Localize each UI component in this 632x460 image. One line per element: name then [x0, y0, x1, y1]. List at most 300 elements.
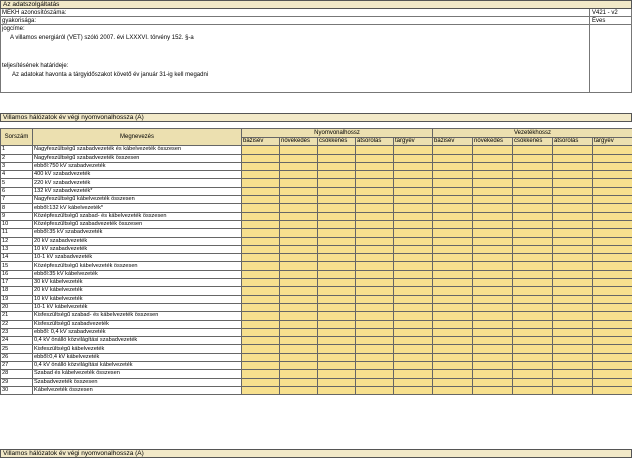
- input-cell[interactable]: [356, 204, 394, 212]
- input-cell[interactable]: [593, 154, 632, 162]
- input-cell[interactable]: [280, 320, 318, 328]
- input-cell[interactable]: [553, 162, 593, 170]
- input-cell[interactable]: [280, 146, 318, 154]
- input-cell[interactable]: [473, 237, 513, 245]
- input-cell[interactable]: [553, 353, 593, 361]
- input-cell[interactable]: [473, 279, 513, 287]
- input-cell[interactable]: [280, 295, 318, 303]
- input-cell[interactable]: [356, 237, 394, 245]
- input-cell[interactable]: [513, 154, 553, 162]
- input-cell[interactable]: [553, 337, 593, 345]
- input-cell[interactable]: [242, 386, 280, 394]
- input-cell[interactable]: [356, 287, 394, 295]
- input-cell[interactable]: [242, 312, 280, 320]
- input-cell[interactable]: [473, 187, 513, 195]
- input-cell[interactable]: [242, 370, 280, 378]
- input-cell[interactable]: [553, 303, 593, 311]
- input-cell[interactable]: [356, 212, 394, 220]
- input-cell[interactable]: [433, 220, 473, 228]
- input-cell[interactable]: [433, 254, 473, 262]
- input-cell[interactable]: [242, 196, 280, 204]
- input-cell[interactable]: [318, 212, 356, 220]
- input-cell[interactable]: [553, 378, 593, 386]
- input-cell[interactable]: [513, 386, 553, 394]
- input-cell[interactable]: [242, 146, 280, 154]
- input-cell[interactable]: [473, 245, 513, 253]
- input-cell[interactable]: [473, 320, 513, 328]
- input-cell[interactable]: [593, 362, 632, 370]
- input-cell[interactable]: [394, 245, 433, 253]
- input-cell[interactable]: [473, 220, 513, 228]
- input-cell[interactable]: [318, 196, 356, 204]
- input-cell[interactable]: [280, 254, 318, 262]
- input-cell[interactable]: [318, 370, 356, 378]
- input-cell[interactable]: [473, 229, 513, 237]
- input-cell[interactable]: [318, 204, 356, 212]
- input-cell[interactable]: [433, 303, 473, 311]
- input-cell[interactable]: [318, 337, 356, 345]
- input-cell[interactable]: [242, 245, 280, 253]
- input-cell[interactable]: [513, 204, 553, 212]
- input-cell[interactable]: [280, 270, 318, 278]
- input-cell[interactable]: [280, 245, 318, 253]
- input-cell[interactable]: [593, 262, 632, 270]
- input-cell[interactable]: [593, 229, 632, 237]
- input-cell[interactable]: [473, 146, 513, 154]
- input-cell[interactable]: [553, 154, 593, 162]
- input-cell[interactable]: [593, 386, 632, 394]
- input-cell[interactable]: [513, 345, 553, 353]
- input-cell[interactable]: [356, 254, 394, 262]
- input-cell[interactable]: [318, 179, 356, 187]
- input-cell[interactable]: [593, 270, 632, 278]
- input-cell[interactable]: [242, 279, 280, 287]
- input-cell[interactable]: [318, 378, 356, 386]
- input-cell[interactable]: [553, 254, 593, 262]
- input-cell[interactable]: [394, 204, 433, 212]
- input-cell[interactable]: [433, 262, 473, 270]
- input-cell[interactable]: [433, 162, 473, 170]
- input-cell[interactable]: [553, 386, 593, 394]
- input-cell[interactable]: [242, 320, 280, 328]
- input-cell[interactable]: [242, 345, 280, 353]
- input-cell[interactable]: [394, 279, 433, 287]
- input-cell[interactable]: [513, 262, 553, 270]
- input-cell[interactable]: [394, 320, 433, 328]
- input-cell[interactable]: [593, 245, 632, 253]
- input-cell[interactable]: [473, 312, 513, 320]
- input-cell[interactable]: [318, 328, 356, 336]
- input-cell[interactable]: [242, 204, 280, 212]
- input-cell[interactable]: [553, 237, 593, 245]
- input-cell[interactable]: [318, 312, 356, 320]
- input-cell[interactable]: [433, 229, 473, 237]
- input-cell[interactable]: [593, 337, 632, 345]
- input-cell[interactable]: [280, 312, 318, 320]
- input-cell[interactable]: [318, 279, 356, 287]
- input-cell[interactable]: [318, 345, 356, 353]
- input-cell[interactable]: [280, 171, 318, 179]
- input-cell[interactable]: [513, 220, 553, 228]
- input-cell[interactable]: [318, 287, 356, 295]
- input-cell[interactable]: [280, 154, 318, 162]
- input-cell[interactable]: [356, 196, 394, 204]
- input-cell[interactable]: [433, 295, 473, 303]
- input-cell[interactable]: [394, 254, 433, 262]
- input-cell[interactable]: [433, 270, 473, 278]
- input-cell[interactable]: [473, 345, 513, 353]
- input-cell[interactable]: [593, 353, 632, 361]
- input-cell[interactable]: [242, 171, 280, 179]
- input-cell[interactable]: [318, 386, 356, 394]
- input-cell[interactable]: [433, 204, 473, 212]
- input-cell[interactable]: [280, 287, 318, 295]
- input-cell[interactable]: [318, 295, 356, 303]
- input-cell[interactable]: [394, 312, 433, 320]
- input-cell[interactable]: [356, 162, 394, 170]
- input-cell[interactable]: [593, 179, 632, 187]
- input-cell[interactable]: [242, 287, 280, 295]
- input-cell[interactable]: [473, 378, 513, 386]
- input-cell[interactable]: [356, 362, 394, 370]
- input-cell[interactable]: [553, 196, 593, 204]
- input-cell[interactable]: [280, 162, 318, 170]
- input-cell[interactable]: [394, 270, 433, 278]
- input-cell[interactable]: [394, 146, 433, 154]
- input-cell[interactable]: [356, 345, 394, 353]
- input-cell[interactable]: [513, 245, 553, 253]
- input-cell[interactable]: [242, 212, 280, 220]
- input-cell[interactable]: [280, 362, 318, 370]
- input-cell[interactable]: [473, 270, 513, 278]
- input-cell[interactable]: [513, 353, 553, 361]
- input-cell[interactable]: [513, 378, 553, 386]
- input-cell[interactable]: [318, 171, 356, 179]
- input-cell[interactable]: [356, 171, 394, 179]
- input-cell[interactable]: [433, 154, 473, 162]
- input-cell[interactable]: [593, 220, 632, 228]
- input-cell[interactable]: [593, 279, 632, 287]
- input-cell[interactable]: [242, 154, 280, 162]
- input-cell[interactable]: [394, 287, 433, 295]
- input-cell[interactable]: [394, 220, 433, 228]
- input-cell[interactable]: [394, 154, 433, 162]
- input-cell[interactable]: [473, 204, 513, 212]
- input-cell[interactable]: [242, 237, 280, 245]
- input-cell[interactable]: [593, 162, 632, 170]
- input-cell[interactable]: [553, 362, 593, 370]
- input-cell[interactable]: [394, 345, 433, 353]
- input-cell[interactable]: [356, 154, 394, 162]
- input-cell[interactable]: [356, 295, 394, 303]
- input-cell[interactable]: [280, 237, 318, 245]
- input-cell[interactable]: [593, 187, 632, 195]
- input-cell[interactable]: [394, 370, 433, 378]
- input-cell[interactable]: [473, 337, 513, 345]
- input-cell[interactable]: [356, 337, 394, 345]
- input-cell[interactable]: [356, 262, 394, 270]
- input-cell[interactable]: [593, 312, 632, 320]
- input-cell[interactable]: [433, 237, 473, 245]
- input-cell[interactable]: [593, 204, 632, 212]
- input-cell[interactable]: [553, 312, 593, 320]
- input-cell[interactable]: [553, 262, 593, 270]
- input-cell[interactable]: [433, 279, 473, 287]
- input-cell[interactable]: [242, 378, 280, 386]
- input-cell[interactable]: [242, 362, 280, 370]
- input-cell[interactable]: [513, 229, 553, 237]
- input-cell[interactable]: [394, 162, 433, 170]
- input-cell[interactable]: [280, 328, 318, 336]
- input-cell[interactable]: [356, 245, 394, 253]
- input-cell[interactable]: [318, 262, 356, 270]
- input-cell[interactable]: [242, 254, 280, 262]
- input-cell[interactable]: [242, 337, 280, 345]
- input-cell[interactable]: [318, 229, 356, 237]
- input-cell[interactable]: [394, 362, 433, 370]
- input-cell[interactable]: [513, 171, 553, 179]
- input-cell[interactable]: [513, 295, 553, 303]
- input-cell[interactable]: [356, 378, 394, 386]
- input-cell[interactable]: [433, 320, 473, 328]
- input-cell[interactable]: [280, 262, 318, 270]
- input-cell[interactable]: [394, 262, 433, 270]
- input-cell[interactable]: [593, 146, 632, 154]
- input-cell[interactable]: [513, 370, 553, 378]
- input-cell[interactable]: [553, 328, 593, 336]
- input-cell[interactable]: [433, 362, 473, 370]
- input-cell[interactable]: [280, 220, 318, 228]
- input-cell[interactable]: [280, 370, 318, 378]
- input-cell[interactable]: [280, 378, 318, 386]
- input-cell[interactable]: [433, 245, 473, 253]
- input-cell[interactable]: [553, 287, 593, 295]
- input-cell[interactable]: [553, 187, 593, 195]
- input-cell[interactable]: [394, 328, 433, 336]
- input-cell[interactable]: [553, 345, 593, 353]
- input-cell[interactable]: [280, 229, 318, 237]
- input-cell[interactable]: [553, 171, 593, 179]
- input-cell[interactable]: [280, 279, 318, 287]
- input-cell[interactable]: [433, 187, 473, 195]
- input-cell[interactable]: [433, 370, 473, 378]
- input-cell[interactable]: [513, 196, 553, 204]
- input-cell[interactable]: [553, 370, 593, 378]
- input-cell[interactable]: [433, 386, 473, 394]
- input-cell[interactable]: [473, 386, 513, 394]
- input-cell[interactable]: [318, 154, 356, 162]
- input-cell[interactable]: [318, 220, 356, 228]
- input-cell[interactable]: [553, 220, 593, 228]
- input-cell[interactable]: [356, 353, 394, 361]
- input-cell[interactable]: [356, 279, 394, 287]
- input-cell[interactable]: [280, 204, 318, 212]
- input-cell[interactable]: [433, 353, 473, 361]
- input-cell[interactable]: [433, 337, 473, 345]
- input-cell[interactable]: [593, 370, 632, 378]
- input-cell[interactable]: [280, 386, 318, 394]
- input-cell[interactable]: [473, 196, 513, 204]
- input-cell[interactable]: [318, 362, 356, 370]
- input-cell[interactable]: [553, 204, 593, 212]
- input-cell[interactable]: [553, 229, 593, 237]
- input-cell[interactable]: [356, 187, 394, 195]
- input-cell[interactable]: [394, 386, 433, 394]
- input-cell[interactable]: [473, 287, 513, 295]
- input-cell[interactable]: [318, 187, 356, 195]
- input-cell[interactable]: [513, 270, 553, 278]
- input-cell[interactable]: [242, 162, 280, 170]
- input-cell[interactable]: [593, 328, 632, 336]
- input-cell[interactable]: [513, 362, 553, 370]
- input-cell[interactable]: [593, 237, 632, 245]
- input-cell[interactable]: [473, 262, 513, 270]
- input-cell[interactable]: [553, 146, 593, 154]
- input-cell[interactable]: [473, 171, 513, 179]
- input-cell[interactable]: [280, 353, 318, 361]
- input-cell[interactable]: [280, 345, 318, 353]
- input-cell[interactable]: [356, 270, 394, 278]
- input-cell[interactable]: [356, 229, 394, 237]
- input-cell[interactable]: [593, 171, 632, 179]
- input-cell[interactable]: [593, 303, 632, 311]
- input-cell[interactable]: [242, 295, 280, 303]
- input-cell[interactable]: [433, 378, 473, 386]
- input-cell[interactable]: [513, 287, 553, 295]
- input-cell[interactable]: [513, 212, 553, 220]
- input-cell[interactable]: [433, 212, 473, 220]
- input-cell[interactable]: [513, 279, 553, 287]
- input-cell[interactable]: [593, 254, 632, 262]
- input-cell[interactable]: [394, 171, 433, 179]
- input-cell[interactable]: [394, 237, 433, 245]
- input-cell[interactable]: [280, 187, 318, 195]
- input-cell[interactable]: [318, 320, 356, 328]
- input-cell[interactable]: [553, 270, 593, 278]
- input-cell[interactable]: [318, 353, 356, 361]
- input-cell[interactable]: [513, 237, 553, 245]
- input-cell[interactable]: [513, 162, 553, 170]
- input-cell[interactable]: [242, 179, 280, 187]
- input-cell[interactable]: [593, 378, 632, 386]
- input-cell[interactable]: [394, 212, 433, 220]
- input-cell[interactable]: [242, 270, 280, 278]
- input-cell[interactable]: [433, 287, 473, 295]
- input-cell[interactable]: [513, 320, 553, 328]
- input-cell[interactable]: [553, 179, 593, 187]
- input-cell[interactable]: [280, 337, 318, 345]
- input-cell[interactable]: [433, 171, 473, 179]
- input-cell[interactable]: [513, 328, 553, 336]
- input-cell[interactable]: [394, 196, 433, 204]
- input-cell[interactable]: [242, 328, 280, 336]
- input-cell[interactable]: [513, 303, 553, 311]
- input-cell[interactable]: [394, 295, 433, 303]
- input-cell[interactable]: [473, 154, 513, 162]
- input-cell[interactable]: [280, 212, 318, 220]
- input-cell[interactable]: [280, 179, 318, 187]
- input-cell[interactable]: [356, 386, 394, 394]
- input-cell[interactable]: [318, 303, 356, 311]
- input-cell[interactable]: [513, 187, 553, 195]
- input-cell[interactable]: [356, 179, 394, 187]
- input-cell[interactable]: [473, 328, 513, 336]
- input-cell[interactable]: [394, 179, 433, 187]
- input-cell[interactable]: [553, 212, 593, 220]
- input-cell[interactable]: [433, 196, 473, 204]
- input-cell[interactable]: [553, 320, 593, 328]
- input-cell[interactable]: [318, 254, 356, 262]
- input-cell[interactable]: [318, 237, 356, 245]
- input-cell[interactable]: [513, 179, 553, 187]
- input-cell[interactable]: [513, 254, 553, 262]
- input-cell[interactable]: [473, 179, 513, 187]
- input-cell[interactable]: [553, 245, 593, 253]
- input-cell[interactable]: [356, 312, 394, 320]
- input-cell[interactable]: [280, 303, 318, 311]
- input-cell[interactable]: [280, 196, 318, 204]
- input-cell[interactable]: [473, 295, 513, 303]
- input-cell[interactable]: [593, 345, 632, 353]
- input-cell[interactable]: [593, 196, 632, 204]
- input-cell[interactable]: [318, 146, 356, 154]
- input-cell[interactable]: [242, 303, 280, 311]
- input-cell[interactable]: [473, 362, 513, 370]
- input-cell[interactable]: [394, 378, 433, 386]
- input-cell[interactable]: [433, 312, 473, 320]
- input-cell[interactable]: [473, 254, 513, 262]
- input-cell[interactable]: [394, 303, 433, 311]
- input-cell[interactable]: [593, 212, 632, 220]
- input-cell[interactable]: [394, 353, 433, 361]
- input-cell[interactable]: [433, 146, 473, 154]
- input-cell[interactable]: [242, 262, 280, 270]
- input-cell[interactable]: [513, 312, 553, 320]
- input-cell[interactable]: [473, 370, 513, 378]
- input-cell[interactable]: [242, 220, 280, 228]
- input-cell[interactable]: [513, 337, 553, 345]
- input-cell[interactable]: [593, 320, 632, 328]
- input-cell[interactable]: [394, 229, 433, 237]
- input-cell[interactable]: [242, 353, 280, 361]
- input-cell[interactable]: [593, 295, 632, 303]
- input-cell[interactable]: [356, 320, 394, 328]
- input-cell[interactable]: [553, 279, 593, 287]
- input-cell[interactable]: [356, 370, 394, 378]
- input-cell[interactable]: [433, 179, 473, 187]
- input-cell[interactable]: [593, 287, 632, 295]
- input-cell[interactable]: [318, 245, 356, 253]
- input-cell[interactable]: [356, 303, 394, 311]
- input-cell[interactable]: [473, 303, 513, 311]
- input-cell[interactable]: [242, 229, 280, 237]
- input-cell[interactable]: [356, 328, 394, 336]
- input-cell[interactable]: [553, 295, 593, 303]
- input-cell[interactable]: [356, 220, 394, 228]
- input-cell[interactable]: [433, 345, 473, 353]
- input-cell[interactable]: [473, 162, 513, 170]
- input-cell[interactable]: [394, 337, 433, 345]
- input-cell[interactable]: [513, 146, 553, 154]
- input-cell[interactable]: [318, 162, 356, 170]
- input-cell[interactable]: [356, 146, 394, 154]
- input-cell[interactable]: [394, 187, 433, 195]
- input-cell[interactable]: [473, 212, 513, 220]
- input-cell[interactable]: [473, 353, 513, 361]
- input-cell[interactable]: [242, 187, 280, 195]
- input-cell[interactable]: [433, 328, 473, 336]
- input-cell[interactable]: [318, 270, 356, 278]
